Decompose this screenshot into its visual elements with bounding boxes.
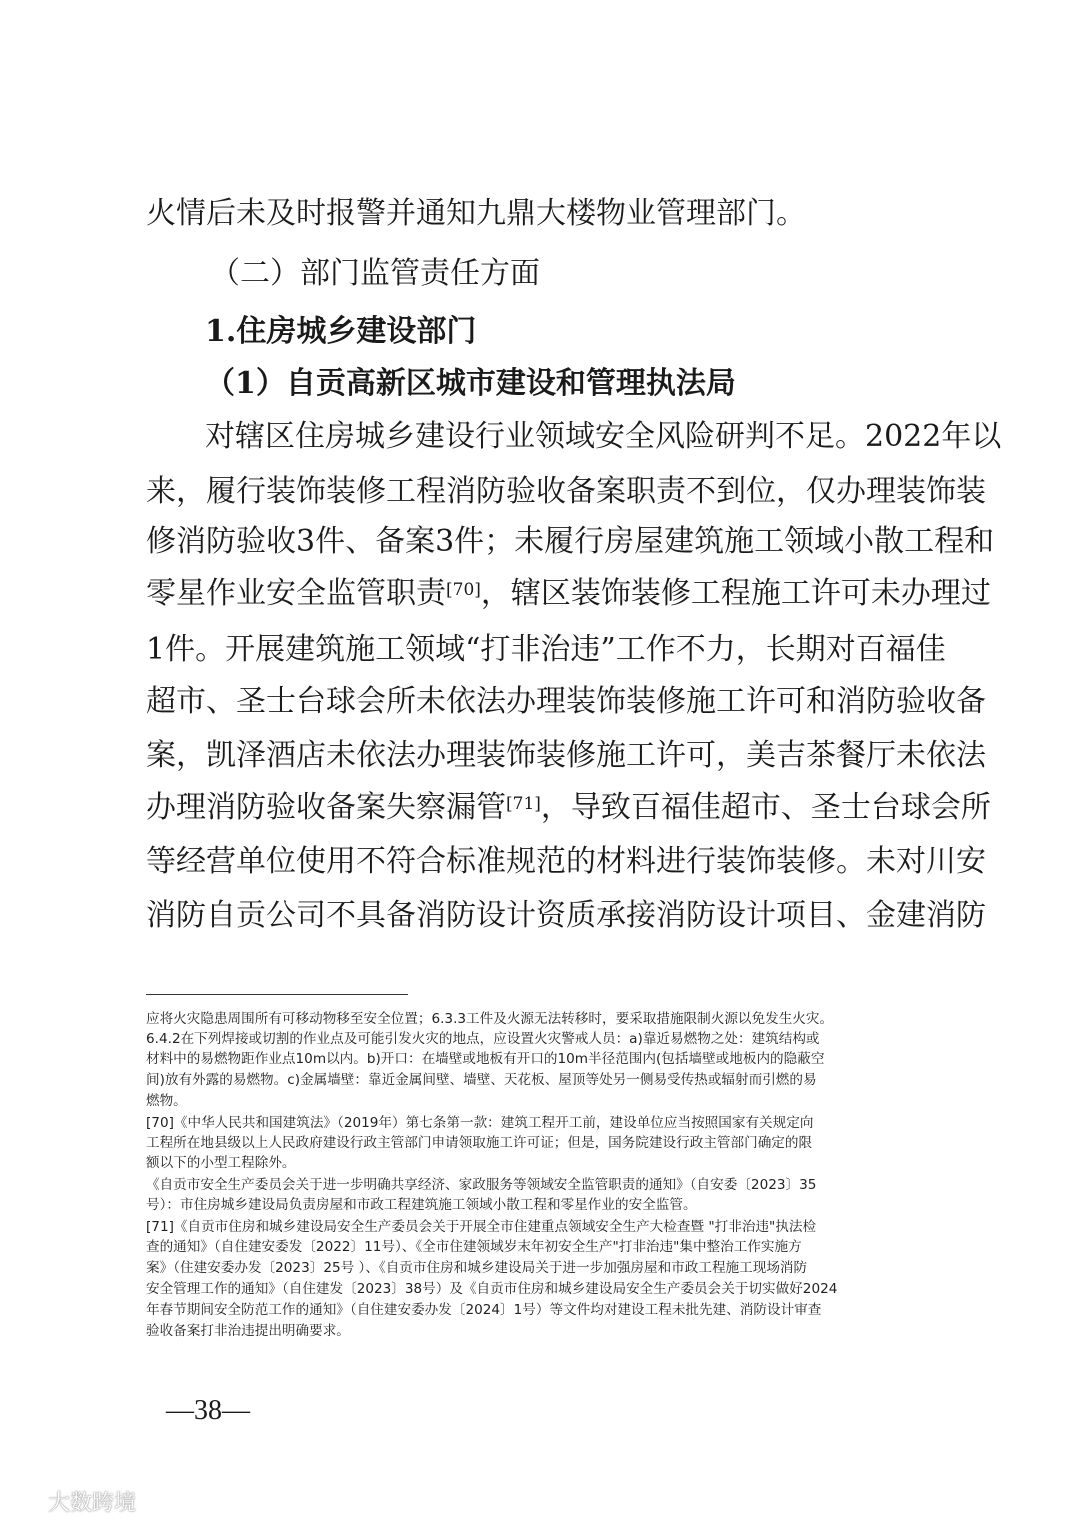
footnote-ref-70[interactable]: [70] — [446, 580, 481, 600]
weibo-logo-icon — [8, 1489, 42, 1515]
footnote-line: 应将火灾隐患周围所有可移动物移至安全位置；6.3.3工件及火源无法转移时，要采取措施限制火源以免发生火灾。 — [146, 1011, 834, 1027]
footnote-line: [70]《中华人民共和国建筑法》（2019年）第七条第一款：建筑工程开工前，建设单位应当按照国家有关规定向 — [146, 1115, 814, 1131]
watermark-text: 大数跨境 — [48, 1491, 137, 1516]
footnote-line: 工程所在地县级以上人民政府建设行政主管部门申请领取施工许可证；但是，国务院建设行政主管部门确定的限 — [146, 1135, 813, 1151]
footnote-line: 燃物。 — [146, 1093, 187, 1109]
paragraph-text: ，辖区装饰装修工程施工许可未办理过 — [480, 576, 991, 611]
footnote-line: 验收备案打非治违提出明确要求。 — [146, 1323, 350, 1339]
body-line-1: 火情后未及时报警并通知九鼎大楼物业管理部门。 — [146, 196, 806, 231]
footnote-line: 《自贡市安全生产委员会关于进一步明确共享经济、家政服务等领域安全监管职责的通知》（自安委〔2023〕35 — [146, 1177, 817, 1193]
paragraph-line: 消防自贡公司不具备消防设计资质承接消防设计项目、金建消防 — [146, 898, 986, 933]
section-heading-department-supervision: （二）部门监管责任方面 — [210, 256, 540, 291]
subsection-heading-housing: 1.住房城乡建设部门 — [205, 314, 477, 349]
page-number: —38— — [166, 1395, 250, 1426]
paragraph-line — [146, 790, 991, 826]
paragraph-line: 来，履行装饰装修工程消防验收备案职责不到位，仅办理装饰装 — [146, 474, 986, 509]
watermark — [8, 1486, 136, 1517]
footnote-line: 安全管理工作的通知》（自住建发〔2023〕38号）及《自贡市住房和城乡建设局安全生产委员会关于切实做好2024 — [146, 1281, 838, 1297]
paragraph-line: 修消防验收3件、备案3件；未履行房屋建筑施工领域小散工程和 — [146, 524, 995, 559]
footnote-line: 6.4.2在下列焊接或切割的作业点及可能引发火灾的地点，应设置火灾警戒人员：a)靠近易燃物之处：建筑结构或 — [146, 1031, 820, 1047]
paragraph-text: ，导致百福佳超市、圣士台球会所 — [540, 790, 991, 825]
subsubsection-heading-bureau: （1）自贡高新区城市建设和管理执法局 — [205, 366, 736, 401]
footnote-line: 材料中的易燃物距作业点10m以内。b)开口：在墙壁或地板有开口的10m半径范围内(包括墙壁或地板内的隐蔽空 — [146, 1051, 825, 1067]
footnote-line: 查的通知》（自住建安委发〔2022〕11号）、《全市住建领域岁末年初安全生产"打非治违"集中整治工作实施方 — [146, 1239, 802, 1255]
paragraph-text: 零星作业安全监管职责 — [146, 576, 446, 611]
footnote-line: 案》（住建安委办发〔2023〕25号 ）、《自贡市住房和城乡建设局关于进一步加强房屋和市政工程施工现场消防 — [146, 1260, 808, 1276]
footnote-line: 额以下的小型工程除外。 — [146, 1155, 296, 1171]
footnote-line: 间)放有外露的易燃物。c)金属墙壁：靠近金属间壁、墙壁、天花板、屋顶等处另一侧易受传热或辐射而引燃的易 — [146, 1072, 817, 1088]
footnote-ref-71[interactable]: [71] — [506, 794, 541, 814]
paragraph-line: 等经营单位使用不符合标准规范的材料进行装饰装修。未对川安 — [146, 844, 986, 879]
paragraph-line: 1件。开展建筑施工领域“打非治违”工作不力，长期对百福佳 — [146, 632, 946, 667]
footnote-line: 年春节期间安全防范工作的通知》（自住建安委办发〔2024〕1号）等文件均对建设工程未批先建、消防设计审查 — [146, 1302, 822, 1318]
paragraph-line: 对辖区住房城乡建设行业领域安全风险研判不足。2022年以 — [205, 419, 1002, 454]
paragraph-line: 案，凯泽酒店未依法办理装饰装修施工许可，美吉茶餐厅未依法 — [146, 738, 986, 773]
footnote-separator — [146, 994, 408, 995]
footnote-line: 号）：市住房城乡建设局负责房屋和市政工程建筑施工领域小散工程和零星作业的安全监管。 — [146, 1197, 697, 1213]
paragraph-line: 超市、圣士台球会所未依法办理装饰装修施工许可和消防验收备 — [146, 684, 986, 719]
paragraph-text: 办理消防验收备案失察漏管 — [146, 790, 506, 825]
footnote-line: [71]《自贡市住房和城乡建设局安全生产委员会关于开展全市住建重点领域安全生产大检查暨 "打非治违"执法检 — [146, 1219, 817, 1235]
paragraph-line — [146, 576, 991, 612]
